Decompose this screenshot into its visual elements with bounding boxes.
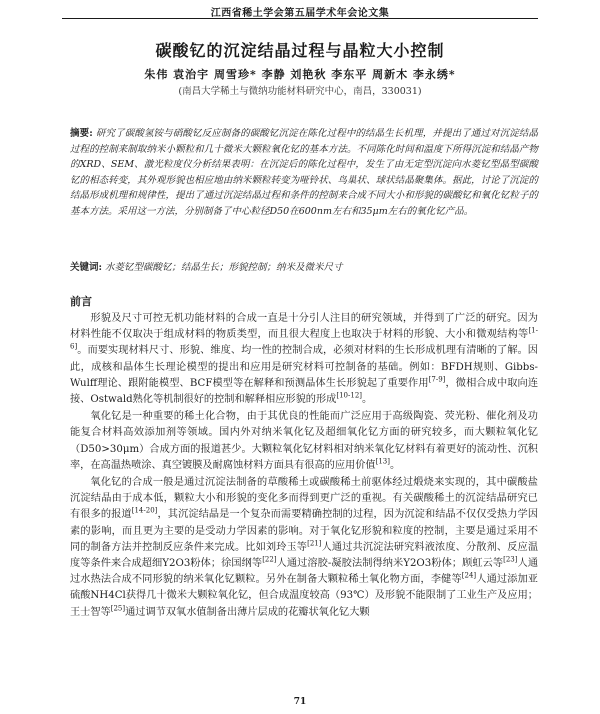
paragraph-text: 人通过共沉淀法研究料液浓度、分散剂、反应温度等条件来合成超细Y2O3粉体；徐国纲等 [70, 541, 539, 570]
citation: [7-9] [428, 375, 446, 384]
paragraph-text: 人通过溶胶-凝胶法制得纳米Y2O3粉体；顾虹云等 [276, 558, 504, 570]
author-list: 朱伟 袁治宇 周雪珍* 李静 刘艳秋 李东平 周新木 李永绣* [144, 68, 456, 81]
keywords [70, 261, 538, 275]
page-number: 71 [293, 697, 307, 707]
citation: [13] [375, 457, 390, 466]
paragraph-text: ，其沉淀结晶是一个复杂而需要精确控制的过程，因为沉淀和结晶不仅仅受热力学因素的影响，而且更为主要的是受动力学因素的影响。对于氧化钇形貌和粒度的控制，主要是通过采用不同的制备方法并控制反应条件来完成。比如刘玲玉等 [70, 509, 539, 553]
paragraph-text: 人通过添加亚硫酸NH4Cl获得几十微米大颗粒氧化钇，但合成温度较高（93℃）及形貌不能限制了工业生产及应用；王士智等 [70, 574, 538, 618]
paragraph-text: 人通过水热法合成不同形貌的纳米氧化钇颗粒。另外在制备大颗粒稀土氧化物方面，李健等 [70, 558, 539, 586]
citation: [14-20] [131, 507, 158, 516]
paragraph-text: 氧化钇是一种重要的稀土化合物，由于其优良的性能而广泛应用于高级陶瓷、荧光粉、催化剂及功能复合材料高效添加剂等领域。国内外对纳米氧化钇及超细氧化钇方面的研究较多，而大颗粒氧化钇（D50>30μm）合成方面的报道甚少。大颗粒氧化钇材料相对纳米氧化钇材料有着更好的流动性、沉积率，在高温热喷涂、真空镀膜及耐腐蚀材料方面具有很高的应用价值 [70, 411, 538, 471]
citation: [22] [262, 555, 277, 564]
section-heading-introduction: 前言 [70, 295, 92, 308]
citation: [24] [461, 571, 477, 580]
citation: [21] [307, 539, 322, 548]
paragraph-text: 氧化钇的合成一般是通过沉淀法制备的草酸稀土或碳酸稀土前驱体经过煅烧来实现的，其中碳酸盐沉淀结晶由于成本低，颗粒大小和形貌的变化多而得到更广泛的重视。有关碳酸稀土的沉淀结晶研究已有很多的报道 [70, 477, 538, 521]
paragraph-text: 通过调节双氧水值制备出薄片层成的花瓣状氧化钇大颗 [125, 606, 370, 618]
citation: [10-12] [336, 391, 363, 400]
paper-title: 碳酸钇的沉淀结晶过程与晶粒大小控制 [155, 41, 445, 60]
keywords-text: 水菱钇型碳酸钇；结晶生长；形貌控制；纳米及微米尺寸 [105, 262, 343, 273]
abstract [70, 126, 538, 219]
paragraph-text: 。而要实现材料尺寸、形貌、维度、均一性的控制合成，必须对材料的生长形成机理有清晰的了解。因此，成核和晶体生长理论模型的提出和应用是研究材料可控制备的基础。例如：BFDH规则、Gibbs-Wulff理论、跟附能模型、BCF模型等在解释和预测晶体生长形貌起了重要作用 [70, 345, 538, 389]
citation: [25] [110, 604, 126, 613]
keywords-label: 关键词: [70, 262, 103, 273]
paragraph [70, 475, 538, 621]
paragraph-text: ，微相合成中取向连接、Ostwald熟化等机制很好的控制和解释相应形貌的形成 [70, 377, 539, 406]
affiliation: (南昌大学稀土与微纳功能材料研究中心，南昌，330031) [178, 86, 422, 97]
abstract-label: 摘要: [70, 128, 93, 139]
citation: [23] [503, 555, 518, 564]
paragraph-text: 。 [362, 394, 373, 406]
paragraph-text: 形貌及尺寸可控无机功能材料的合成一直是十分引人注目的研究领域，并得到了广泛的研究。因为材料性能不仅取决于组成材料的物质类型，而且很大程度上也取决于材料的形貌、大小和微观结构等 [70, 313, 538, 341]
citation: [1-6] [70, 326, 538, 352]
running-header: 江西省稀土学会第五届学术年会论文集 [62, 4, 538, 19]
paragraph-text: 。 [390, 459, 401, 471]
abstract-text: 研究了碳酸氢铵与硝酸钇反应制备的碳酸钇沉淀在陈化过程中的结晶生长机理，并提出了通过对沉淀结晶过程的控制来制取纳米小颗粒和几十微米大颗粒氧化钇的基本方法。不同陈化时间和温度下所得沉淀和结晶产物的XRD、SEM、激光粒度仪分析结果表明：在沉淀后的陈化过程中，发生了由无定型沉淀向水菱钇型晶型碳酸钇的相态转变，其外观形貌也相应地由纳米颗粒转变为哑铃状、鸟巢状、球状结晶聚集体。据此，讨论了沉淀的结晶形成机理和规律性，提出了通过沉淀结晶过程和条件的控制来合成不同大小和形貌的碳酸钇和氧化钇粒子的基本方法。采用这一方法，分别制备了中心粒径D50在600nm左右和35μm左右的氧化钇产品。 [70, 128, 538, 217]
body-text [70, 311, 538, 622]
paragraph [70, 311, 538, 408]
paragraph [70, 409, 538, 474]
